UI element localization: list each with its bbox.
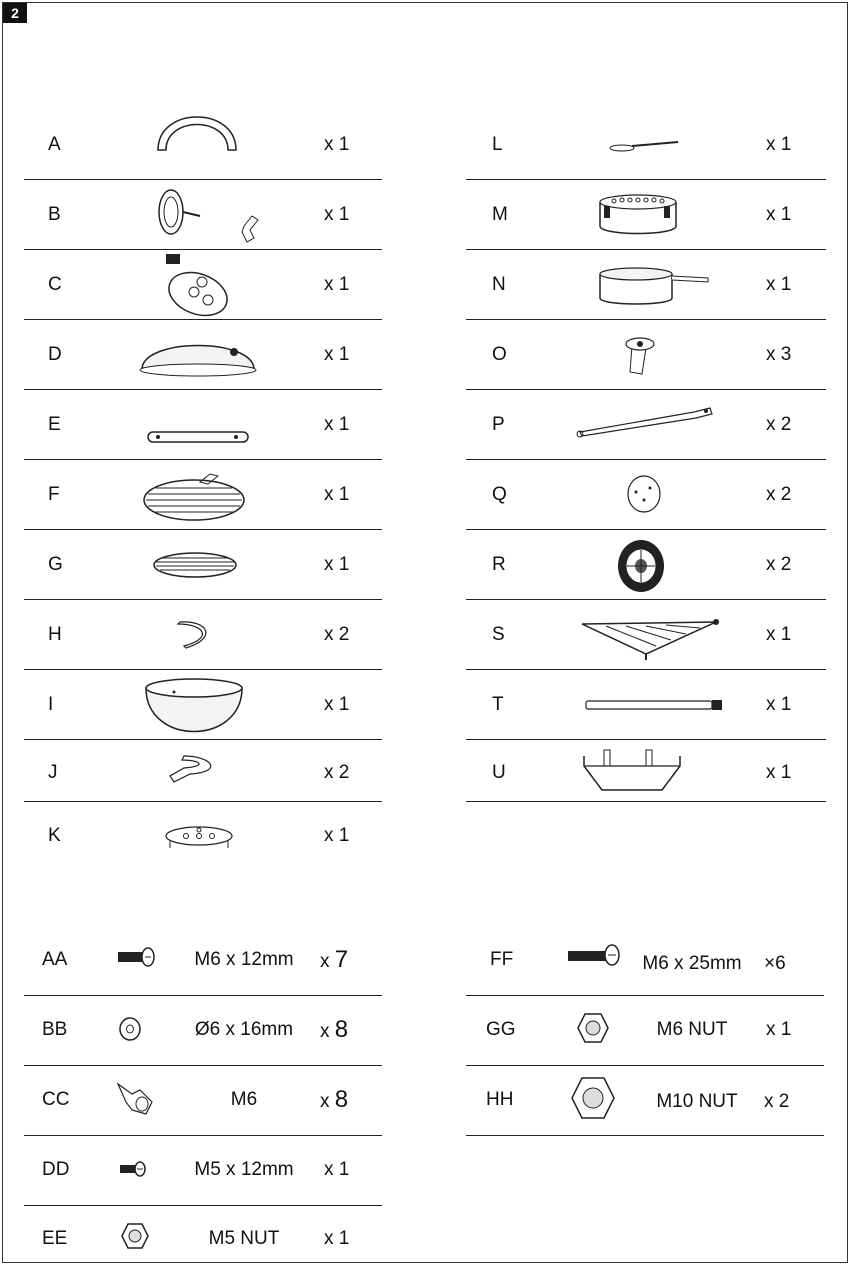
part-letter: N xyxy=(492,274,506,295)
part-row-j xyxy=(24,740,382,802)
ash-catcher-ring-icon xyxy=(596,190,680,240)
part-quantity: x 1 xyxy=(766,694,792,715)
part-row-p xyxy=(466,390,826,460)
washer-icon xyxy=(118,1016,142,1042)
part-row-h xyxy=(24,600,382,670)
part-row-o xyxy=(466,320,826,390)
hardware-spec: M5 x 12mm xyxy=(194,1159,294,1180)
handle-icon xyxy=(154,110,244,154)
hardware-code: CC xyxy=(42,1089,70,1110)
hardware-code: GG xyxy=(486,1019,516,1040)
quantity-number: 2 xyxy=(778,1091,790,1112)
quantity-prefix: x xyxy=(324,1228,334,1249)
parts-list-right xyxy=(466,110,826,802)
hardware-spec: M6 NUT xyxy=(656,1019,728,1040)
part-letter: I xyxy=(48,694,54,715)
hardware-quantity xyxy=(764,952,786,976)
vent-plate-icon xyxy=(164,824,234,852)
hardware-row-aa xyxy=(24,926,382,996)
charcoal-grate-icon xyxy=(152,550,238,580)
part-quantity: x 1 xyxy=(766,274,792,295)
hardware-list-right xyxy=(466,926,824,1136)
part-row-l xyxy=(466,110,826,180)
handle-bracket-icon xyxy=(146,430,250,444)
quantity-prefix: × xyxy=(764,953,776,974)
part-letter: G xyxy=(48,554,63,575)
ash-pan-icon xyxy=(596,264,712,308)
part-row-n xyxy=(466,250,826,320)
part-quantity: x 1 xyxy=(766,762,792,783)
hardware-list-left xyxy=(24,926,382,1266)
part-letter: D xyxy=(48,344,62,365)
part-letter: U xyxy=(492,762,506,783)
vent-lever-icon xyxy=(608,138,680,154)
triangle-rack-icon xyxy=(576,608,720,662)
hardware-row-ee xyxy=(24,1206,382,1264)
hardware-code: EE xyxy=(42,1228,68,1249)
part-letter: F xyxy=(48,484,60,505)
part-quantity: x 2 xyxy=(766,554,792,575)
thermometer-and-wingnut-icon xyxy=(154,186,269,246)
part-row-q xyxy=(466,460,826,530)
quantity-prefix: x xyxy=(320,1021,330,1042)
hardware-row-gg xyxy=(466,996,824,1066)
hub-cap-icon xyxy=(624,474,664,514)
part-quantity: x 1 xyxy=(766,624,792,645)
part-letter: L xyxy=(492,134,503,155)
part-letter: B xyxy=(48,204,61,225)
quantity-number: 8 xyxy=(334,1086,349,1113)
part-quantity: x 1 xyxy=(766,204,792,225)
lid-icon xyxy=(138,334,258,378)
part-quantity: x 2 xyxy=(766,484,792,505)
part-quantity: x 2 xyxy=(324,624,350,645)
quantity-number: 1 xyxy=(338,1159,350,1180)
part-quantity: x 1 xyxy=(324,274,350,295)
part-quantity: x 1 xyxy=(324,344,350,365)
hardware-row-bb xyxy=(24,996,382,1066)
hardware-code: BB xyxy=(42,1019,68,1040)
hardware-row-dd xyxy=(24,1136,382,1206)
part-row-u xyxy=(466,740,826,802)
wing-nut-icon xyxy=(112,1080,156,1118)
part-quantity: x 1 xyxy=(766,134,792,155)
part-row-b xyxy=(24,180,382,250)
axle-icon xyxy=(584,696,726,714)
bowl-handle-icon xyxy=(168,752,220,788)
part-quantity: x 1 xyxy=(324,825,350,846)
quantity-prefix: x xyxy=(320,1091,330,1112)
part-letter: J xyxy=(48,762,58,783)
quantity-number: 1 xyxy=(338,1228,350,1249)
hardware-quantity xyxy=(324,1158,349,1182)
hardware-spec: M6 x 12mm xyxy=(194,949,294,970)
bowl-icon xyxy=(142,676,246,738)
part-letter: R xyxy=(492,554,506,575)
part-letter: S xyxy=(492,624,505,645)
part-quantity: x 1 xyxy=(324,204,350,225)
leg-icon xyxy=(574,404,716,440)
hardware-spec: Ø6 x 16mm xyxy=(194,1019,294,1040)
part-quantity: x 2 xyxy=(766,414,792,435)
part-row-m xyxy=(466,180,826,250)
part-quantity: x 1 xyxy=(324,554,350,575)
part-letter: H xyxy=(48,624,62,645)
hex-nut-icon xyxy=(120,1222,150,1250)
long-bolt-icon xyxy=(566,942,622,968)
part-quantity: x 3 xyxy=(766,344,792,365)
bolt-icon xyxy=(116,946,156,968)
tool-hook-icon xyxy=(580,746,684,796)
quantity-number: 8 xyxy=(334,1016,349,1043)
part-letter: K xyxy=(48,825,61,846)
part-row-e xyxy=(24,390,382,460)
page-number: 2 xyxy=(3,3,27,23)
quantity-prefix: x xyxy=(766,1019,776,1040)
part-row-s xyxy=(466,600,826,670)
large-hex-nut-icon xyxy=(570,1076,616,1120)
hardware-code: HH xyxy=(486,1089,514,1110)
part-quantity: x 1 xyxy=(324,414,350,435)
part-letter: E xyxy=(48,414,61,435)
part-quantity: x 1 xyxy=(324,134,350,155)
charcoal-divider-icon xyxy=(174,620,214,650)
wheel-icon xyxy=(616,538,666,594)
quantity-number: 6 xyxy=(775,953,786,974)
part-row-a xyxy=(24,110,382,180)
hardware-code: AA xyxy=(42,949,68,970)
hardware-code: DD xyxy=(42,1159,70,1180)
hardware-spec: M5 NUT xyxy=(208,1228,280,1249)
part-row-c xyxy=(24,250,382,320)
hardware-quantity xyxy=(320,1018,348,1044)
part-letter: A xyxy=(48,134,61,155)
hardware-quantity xyxy=(320,948,348,974)
part-row-f xyxy=(24,460,382,530)
hardware-code: FF xyxy=(490,949,514,970)
part-row-i xyxy=(24,670,382,740)
part-letter: O xyxy=(492,344,507,365)
part-row-k xyxy=(24,802,382,872)
part-quantity: x 1 xyxy=(324,694,350,715)
leg-socket-icon xyxy=(622,336,658,376)
quantity-number: 7 xyxy=(334,946,349,973)
parts-list-left xyxy=(24,110,382,846)
hardware-quantity xyxy=(324,1227,349,1251)
hex-nut-icon xyxy=(576,1012,610,1044)
part-letter: M xyxy=(492,204,508,225)
cooking-grate-hinged-icon xyxy=(142,472,246,522)
part-row-d xyxy=(24,320,382,390)
hardware-spec: M6 x 25mm xyxy=(642,953,742,974)
hardware-quantity xyxy=(766,1018,791,1042)
hardware-quantity xyxy=(320,1088,348,1114)
lid-vent-icon xyxy=(158,252,238,318)
part-letter: C xyxy=(48,274,62,295)
part-letter: T xyxy=(492,694,504,715)
small-bolt-icon xyxy=(118,1160,148,1178)
quantity-number: 1 xyxy=(780,1019,792,1040)
hardware-row-ff xyxy=(466,926,824,996)
hardware-spec: M6 xyxy=(230,1089,258,1110)
part-row-t xyxy=(466,670,826,740)
hardware-row-cc xyxy=(24,1066,382,1136)
part-row-r xyxy=(466,530,826,600)
part-letter: P xyxy=(492,414,505,435)
quantity-prefix: x xyxy=(320,951,330,972)
part-letter: Q xyxy=(492,484,507,505)
part-quantity: x 1 xyxy=(324,484,350,505)
hardware-quantity xyxy=(764,1090,789,1114)
part-row-g xyxy=(24,530,382,600)
part-quantity: x 2 xyxy=(324,762,350,783)
hardware-row-hh xyxy=(466,1066,824,1136)
quantity-prefix: x xyxy=(764,1091,774,1112)
hardware-spec: M10 NUT xyxy=(656,1091,738,1112)
quantity-prefix: x xyxy=(324,1159,334,1180)
